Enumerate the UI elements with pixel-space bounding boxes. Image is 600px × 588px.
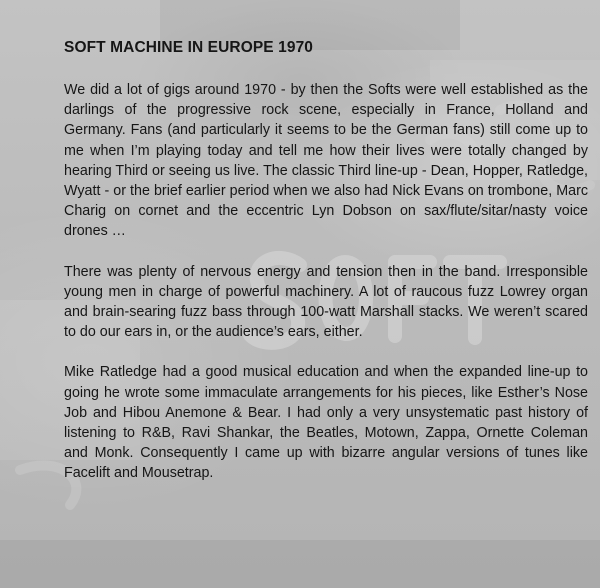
article	[64, 38, 588, 504]
paragraph-ratledge-arrangements: Mike Ratledge had a good musical education and when the expanded line-up to going he wrote some immaculate arrangements for his pieces, like Esther’s Nose Job and Hibou Anemone & Bear. I had only a very unsystematic past history of listening to R&B, Ravi Shankar, the Beatles, Motown, Zappa, Ornette Coleman and Monk. Consequently I came up with bizarre angular versions of tunes like Facelift and Mousetrap.	[64, 364, 588, 482]
paragraph-nervous-energy: There was plenty of nervous energy and tension then in the band. Irresponsible young men in charge of powerful machinery. A lot of raucous fuzz Lowrey organ and brain-searing fuzz bass through 100-watt Marshall stacks. We weren’t scared to do our ears in, or the audience’s ears, either.	[64, 263, 588, 341]
paragraph-gigs-1970: We did a lot of gigs around 1970 - by then the Softs were well established as the darlings of the progressive rock scene, especially in France, Holland and Germany. Fans (and particularly it seems to be the German fans) still come up to me when I’m playing today and tell me how their lives were totally changed by hearing Third or seeing us live. The classic Third line-up - Dean, Hopper, Ratledge, Wyatt - or the brief earlier period when we also had Nick Evans on trombone, Marc Charig on cornet and the eccentric Lyn Dobson on sax/flute/sitar/nasty voice drones …	[64, 82, 588, 240]
article-heading: SOFT MACHINE IN EUROPE 1970	[64, 39, 314, 56]
